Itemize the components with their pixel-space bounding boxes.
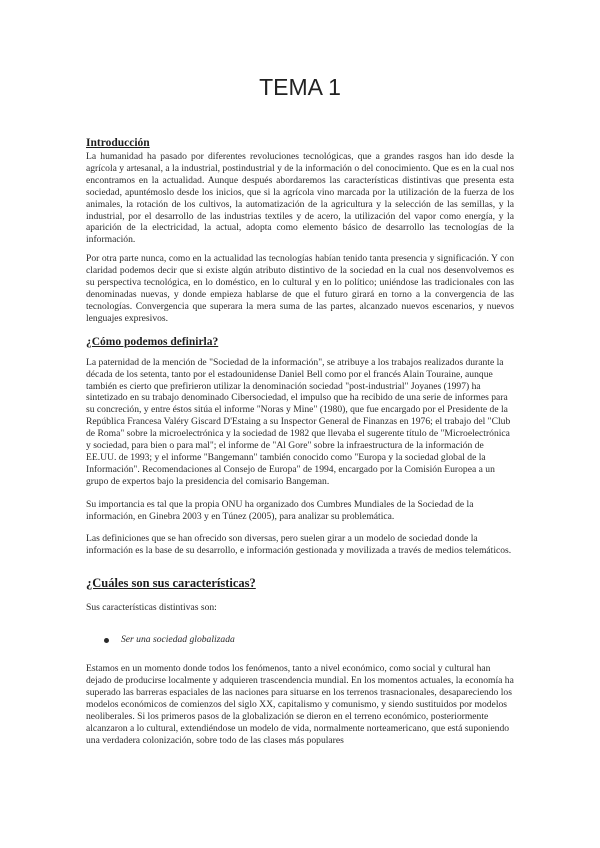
section-heading-caracteristicas: ¿Cuáles son sus características? <box>86 576 256 591</box>
paragraph: La humanidad ha pasado por diferentes revoluciones tecnológicas, que a grandes rasgos han ido desde la agrícola y artesanal, a la industrial, postindustrial y de la información o del conocimiento. Que es en la cual nos encontramos en la actualidad. Aunque después abordaremos las características distintivas que presenta esta sociedad, apuntémoslo desde los inicios, que si la agrícola vino marcada por la utilización de la fuerza de los animales, la rotación de los cultivos, la automatización de la agricultura y la selección de las semillas, y la industrial, por el desarrollo de las industrias textiles y de acero, la utilización del vapor como energía, y la aparición de la electricidad, la actual, adopta como elemento básico de desarrollo las tecnologías de la información. <box>86 151 514 246</box>
bullet-item <box>104 634 514 646</box>
bullet-text: Ser una sociedad globalizada <box>121 634 235 646</box>
paragraph: Por otra parte nunca, como en la actualidad las tecnologías habían tenido tanta presencia y significación. Y con claridad podemos decir que si existe algún atributo distintivo de la sociedad en la cual nos desenvolvemos es su perspectiva tecnológica, en lo doméstico, en lo cultural y en lo político; uniéndose las tradicionales con las denominadas nuevas, y donde empieza hablarse de que el futuro girará en torno a la convergencia de las tecnologías. Convergencia que superara la mera suma de las partes, alcanzado nuevos escenarios, y nuevos lenguajes expresivos. <box>86 253 514 324</box>
bullet-dot-icon <box>104 638 109 643</box>
section-intro: Sus características distintivas son: <box>86 602 217 614</box>
page-title: TEMA 1 <box>259 74 341 100</box>
paragraph: Las definiciones que se han ofrecido son diversas, pero suelen girar a un modelo de sociedad donde la información es la base de su desarrollo, e información gestionada y movilizada a través de medios telemáticos. <box>86 533 512 557</box>
section-heading-definicion: ¿Cómo podemos definirla? <box>86 335 219 348</box>
paragraph: Su importancia es tal que la propia ONU ha organizado dos Cumbres Mundiales de la Sociedad de la información, en Ginebra 2003 y en Túnez (2005), para analizar su problemática. <box>86 498 474 522</box>
section-heading-introduccion: Introducción <box>86 137 150 149</box>
paragraph: La paternidad de la mención de "Sociedad de la información", se atribuye a los trabajos realizados durante la década de los setenta, tanto por el estadounidense Daniel Bell como por el francés Alain Touraine, aunque también es cierto que prefirieron utilizar la denominación sociedad "post-industrial" Joyanes (1997) ha sintetizado en su trabajo denominado Cibersociedad, el impulso que ha recibido de una serie de informes para su concreción, y entre éstos sitúa el informe "Noras y Mine" (1980), que fue encargado por el Presidente de la República Francesa Valéry Giscard D'Estaing a su Inspector General de Finanzas en 1976; el trabajo del "Club de Roma" sobre la microelectrónica y la sociedad de 1982 que llevaba el sugerente título de "Microelectrónica y sociedad, para bien o para mal"; el informe de "Al Gore" sobre la infraestructura de la información de EE.UU. de 1993; y el informe "Bangemann" también conocido como "Europa y la sociedad global de la Información". Recomendaciones al Consejo de Europa" de 1994, encargado por la Comisión Europea a un grupo de expertos bajo la presidencia del comisario Bangeman. <box>86 356 511 487</box>
paragraph: Estamos en un momento donde todos los fenómenos, tanto a nivel económico, como social y cultural han dejado de producirse localmente y adquieren trascendencia mundial. En los momentos actuales, la economía ha superado las barreras espaciales de las naciones para situarse en los terrenos trasnacionales, desapareciendo los modelos económicos de comienzos del siglo XX, capitalismo y comunismo, y siendo sustituidos por modelos neoliberales. Si los primeros pasos de la globalización se dieron en el terreno económico, posteriormente alcanzaron a lo cultural, extendiéndose un modelo de vida, normalmente norteamericano, que está suponiendo una verdadera colonización, sobre todo de las clases más populares <box>86 663 514 746</box>
document-body <box>86 137 514 746</box>
